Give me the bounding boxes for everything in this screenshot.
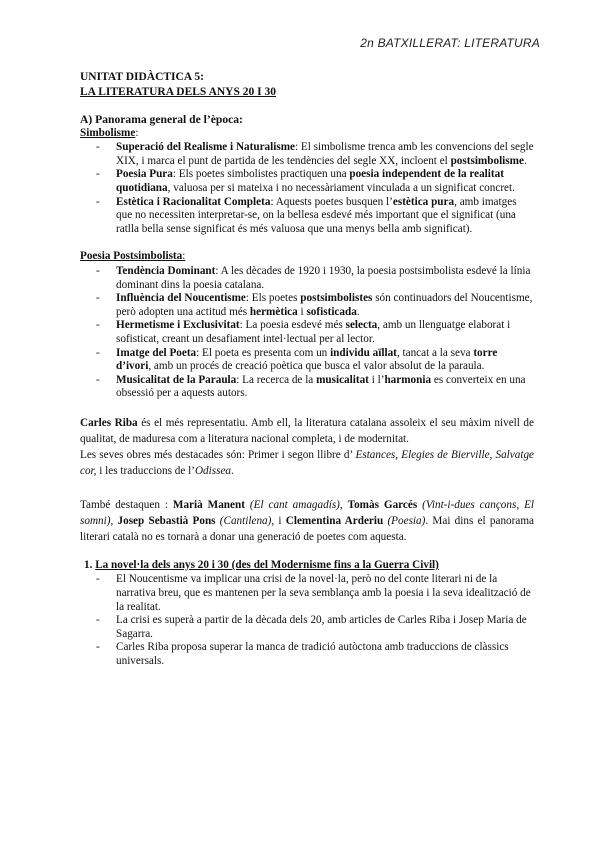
list-item: - Imatge del Poeta: El poeta es presenta com un individu aïllat, tancat a la seva torre d’ivori, amb un procés de creació poètica que busca el valor absolut de la paraula. bbox=[116, 347, 534, 374]
section-a-heading: A) Panorama general de l’època: bbox=[80, 113, 243, 126]
list-item: - Tendència Dominant: A les dècades de 1920 i 1930, la poesia postsimbolista esdevé la línia dominant dins la poesia catalana. bbox=[116, 265, 534, 292]
list-item: - Carles Riba proposa superar la manca de tradició autòctona amb traduccions de clàssics universals. bbox=[116, 641, 534, 668]
list-item: - Estètica i Racionalitat Completa: Aquests poetes busquen l’estètica pura, amb imatges que no necessiten interpretar-se, on la bellesa esdevé més important que el significat (una ratlla bella sense significat és més valuosa que una menys bella amb significat). bbox=[116, 196, 534, 237]
list-item: - La crisi es superà a partir de la dècada dels 20, amb articles de Carles Riba i Josep Maria de Sagarra. bbox=[116, 614, 534, 641]
postsimbolisme-list bbox=[80, 265, 534, 401]
simbolisme-list bbox=[80, 141, 534, 236]
others-paragraph: També destaquen : Marià Manent (El cant amagadís), Tomàs Garcés (Vint-i-dues cançons, El somni), Josep Sebastià Pons (Cantilena), i Clementina Arderiu (Poesia). Mai dins el panorama literari català no es tornarà a donar una generació de poetes com aquesta. bbox=[80, 498, 535, 543]
simbolisme-heading: Simbolisme: bbox=[80, 126, 139, 139]
list-item: - El Noucentisme va implicar una crisi de la novel·la, però no del conte literari ni de la narrativa breu, que es mantenen per la seva semblança amb la poesia i la seva idealització de la realitat. bbox=[116, 573, 534, 614]
list-item: - Hermetisme i Exclusivitat: La poesia esdevé més selecta, amb un llenguatge elaborat i sofisticat, creant un desafiament intel·lectual per al lector. bbox=[116, 319, 534, 346]
list-item: - Superació del Realisme i Naturalisme: El simbolisme trenca amb les convencions del segle XIX, i marca el punt de partida de les tendències del segle XX, incloent el postsimbolisme. bbox=[116, 141, 534, 168]
document-body bbox=[80, 70, 534, 669]
document-header: 2n BATXILLERAT: LITERATURA bbox=[360, 36, 540, 50]
section-1-heading: 1. La novel·la dels anys 20 i 30 (des del Modernisme fins a la Guerra Civil) bbox=[84, 558, 439, 571]
unit-title: UNITAT DIDÀCTICA 5: bbox=[80, 71, 204, 83]
riba-works-paragraph: Les seves obres més destacades són: Primer i segon llibre d’ Estances, Elegies de Bierville, Salvatge cor, i les traduccions de l’Odissea. bbox=[80, 448, 535, 477]
list-item: - Poesia Pura: Els poetes simbolistes practiquen una poesia independent de la realitat quotidiana, valuosa per si mateixa i no necessàriament vinculada a un significat concret. bbox=[116, 168, 534, 195]
novel-list bbox=[80, 573, 534, 668]
riba-paragraph: Carles Riba és el més representatiu. Amb ell, la literatura catalana assoleix el seu màxim nivell de qualitat, de maduresa com a literatura nacional completa, i de modernitat. bbox=[80, 416, 534, 445]
unit-subtitle: LA LITERATURA DELS ANYS 20 I 30 bbox=[80, 86, 276, 98]
postsimbolisme-heading: Poesia Postsimbolista: bbox=[80, 250, 186, 263]
list-item: - Influència del Noucentisme: Els poetes postsimbolistes són continuadors del Noucentisme, però adopten una actitud més hermètica i sofisticada. bbox=[116, 292, 534, 319]
list-item: - Musicalitat de la Paraula: La recerca de la musicalitat i l’harmonia es converteix en una obsessió per a aquests autors. bbox=[116, 374, 534, 401]
